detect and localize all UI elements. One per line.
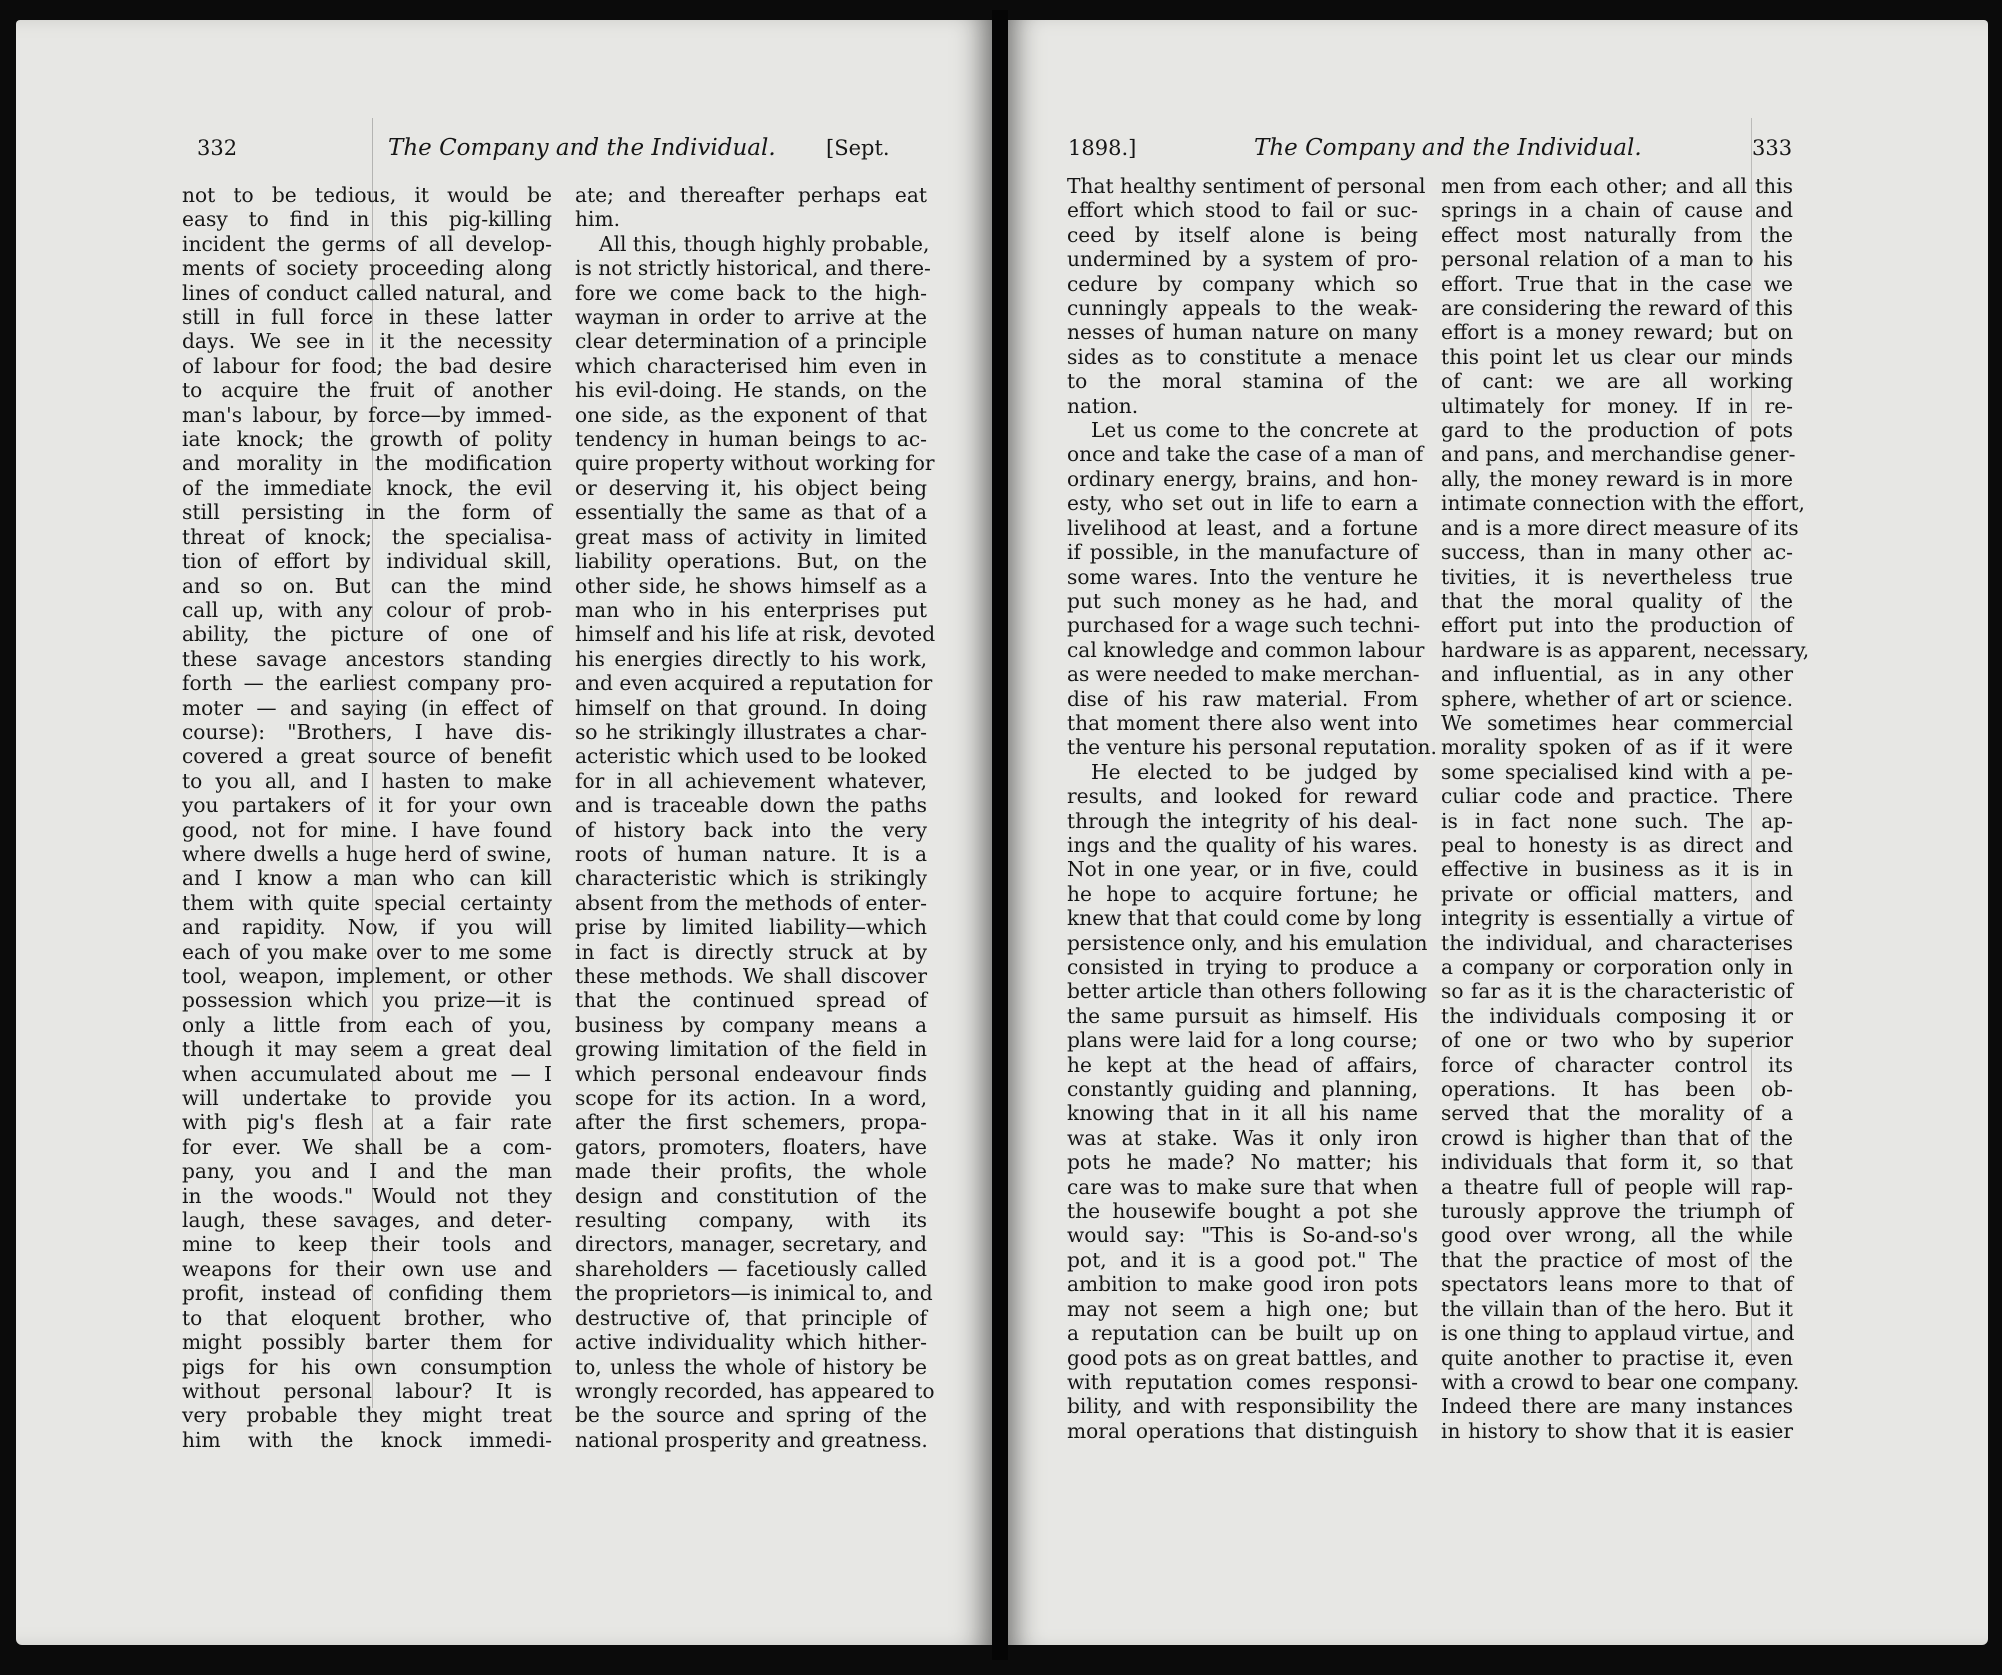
right-page-number: 333 <box>1752 136 1793 160</box>
text-line: covered a great source of benefit <box>182 744 552 769</box>
text-line: sphere, whether of art or science. <box>1441 686 1793 711</box>
text-line: ate; and thereafter perhaps eat <box>575 183 927 207</box>
text-line: is in fact none such. The ap- <box>1441 808 1793 833</box>
left-header-month: [Sept. <box>826 136 890 160</box>
text-line: will undertake to provide you <box>182 1086 552 1111</box>
text-line: in the woods." Would not they <box>182 1183 552 1208</box>
paragraph <box>1067 174 1426 418</box>
text-line: growing limitation of the field in <box>575 1037 927 1062</box>
text-line: All this, though highly probable, <box>599 231 930 256</box>
text-line: his evil-doing. He stands, on the <box>575 378 927 403</box>
text-line: ally, the money reward is in more <box>1441 466 1793 491</box>
text-line: tool, weapon, implement, or other <box>182 964 552 988</box>
text-line: plans were laid for a long course; <box>1067 1028 1418 1053</box>
text-line: might possibly barter them for <box>182 1330 552 1355</box>
text-line: absent from the methods of enter- <box>575 890 927 915</box>
text-line: culiar code and practice. There <box>1441 784 1793 809</box>
text-line: quire property without working for <box>575 451 935 476</box>
text-line: would say: "This is So-and-so's <box>1067 1223 1418 1248</box>
text-line: scope for its action. In a word, <box>575 1086 927 1111</box>
scan-mark <box>372 118 373 1408</box>
text-line: he kept at the head of affairs, <box>1067 1052 1418 1077</box>
text-line: national prosperity and greatness. <box>575 1427 928 1452</box>
right-running-header <box>1000 128 2000 168</box>
text-line: individuals that form it, so that <box>1441 1150 1793 1175</box>
text-line: still in full force in these latter <box>182 305 552 330</box>
text-line: as were needed to make merchan- <box>1067 662 1420 687</box>
text-line: himself and his life at risk, devoted <box>575 622 936 647</box>
text-line: so far as it is the characteristic of <box>1441 979 1793 1004</box>
text-line: some wares. Into the venture he <box>1067 564 1418 589</box>
text-line: care was to make sure that when <box>1067 1174 1418 1199</box>
text-line: is one thing to applaud virtue, and <box>1441 1321 1795 1346</box>
text-line: of the immediate knock, the evil <box>182 475 552 500</box>
text-line: wrongly recorded, has appeared to <box>575 1378 935 1403</box>
text-line: cal knowledge and common labour <box>1067 637 1425 662</box>
text-line: consisted in trying to produce a <box>1067 955 1418 979</box>
text-line: profit, instead of confiding them <box>182 1281 552 1306</box>
text-line: good, not for mine. I have found <box>182 817 552 842</box>
text-line: pigs for his own consumption <box>182 1354 552 1379</box>
text-line: persistence only, and his emulation <box>1067 930 1428 955</box>
text-line: to, unless the whole of history be <box>575 1354 927 1379</box>
left-page-number: 332 <box>197 136 238 160</box>
text-line: knowing that in it all his name <box>1067 1101 1418 1126</box>
text-line: ments of society proceeding along <box>182 256 552 281</box>
text-line: bility, and with responsibility the <box>1067 1394 1418 1419</box>
text-line: gard to the production of pots <box>1441 418 1793 443</box>
text-line: possession which you prize—it is <box>182 988 552 1013</box>
text-line: characteristic which is strikingly <box>575 866 927 891</box>
text-line: him with the knock immedi- <box>182 1427 552 1452</box>
text-line: that the continued spread of <box>575 988 927 1013</box>
text-line: may not seem a high one; but <box>1067 1296 1418 1321</box>
text-line: incident the germs of all develop- <box>182 231 552 256</box>
text-line: gators, promoters, floaters, have <box>575 1134 927 1159</box>
left-running-header <box>0 128 1000 168</box>
text-line: crowd is higher than that of the <box>1441 1125 1793 1150</box>
text-line: with a crowd to bear one company. <box>1441 1369 1800 1394</box>
text-line: turously approve the triumph of <box>1441 1199 1793 1224</box>
text-line: business by company means a <box>575 1012 927 1037</box>
text-line: this point let us clear our minds <box>1441 344 1793 369</box>
text-line: We sometimes hear commercial <box>1441 710 1793 735</box>
text-line: and influential, as in any other <box>1441 662 1793 687</box>
text-line: moral operations that distinguish <box>1067 1418 1418 1443</box>
text-line: where dwells a huge herd of swine, <box>182 841 552 866</box>
text-line: pot, and it is a good pot." The <box>1067 1247 1418 1272</box>
text-line: with reputation comes responsi- <box>1067 1369 1418 1394</box>
text-line: force of character control its <box>1441 1052 1793 1077</box>
text-line: effect most naturally from the <box>1441 222 1793 247</box>
text-line: and even acquired a reputation for <box>575 671 933 696</box>
text-line: so he strikingly illustrates a char- <box>575 719 927 744</box>
text-line: made their profits, the whole <box>575 1159 927 1184</box>
text-line: shareholders — facetiously called <box>575 1256 927 1281</box>
text-line: to that eloquent brother, who <box>182 1305 552 1330</box>
text-line: tion of effort by individual skill, <box>182 549 552 574</box>
text-line: for in all achievement whatever, <box>575 768 927 793</box>
text-line: results, and looked for reward <box>1067 784 1418 809</box>
text-line: liability operations. But, on the <box>575 549 927 574</box>
text-line: roots of human nature. It is a <box>575 841 927 866</box>
text-line: good pots as on great battles, and <box>1067 1345 1418 1370</box>
text-line: and so on. But can the mind <box>182 573 552 598</box>
text-line: of labour for food; the bad desire <box>182 353 552 378</box>
text-line: design and constitution of the <box>575 1183 927 1208</box>
text-line: through the integrity of his deal- <box>1067 808 1418 833</box>
scan-mark <box>1751 118 1752 1408</box>
text-line: mine to keep their tools and <box>182 1232 552 1257</box>
text-line: that moment there also went into <box>1067 710 1418 735</box>
text-line: in fact is directly struck at by <box>575 939 927 964</box>
text-line: ings and the quality of his wares. <box>1067 832 1418 857</box>
text-line: to acquire the fruit of another <box>182 378 552 403</box>
right-column-1 <box>1067 174 1437 1443</box>
text-line: prise by limited liability—which <box>575 915 927 940</box>
text-line: Let us come to the concrete at <box>1091 418 1418 443</box>
text-line: to you all, and I hasten to make <box>182 768 552 793</box>
text-line: spectators leans more to that of <box>1441 1272 1793 1297</box>
text-line: effort. True that in the case we <box>1441 271 1793 296</box>
text-line: he hope to acquire fortune; he <box>1067 881 1418 906</box>
text-line: is not strictly historical, and there- <box>575 256 931 281</box>
text-line: integrity is essentially a virtue of <box>1441 906 1793 931</box>
text-line: man's labour, by force—by immed- <box>182 402 552 427</box>
text-line: effective in business as it is in <box>1441 857 1793 882</box>
text-line: that the practice of most of the <box>1441 1247 1793 1272</box>
text-line: He elected to be judged by <box>1091 759 1418 784</box>
paragraph <box>1441 174 1810 1443</box>
text-line: these savage ancestors standing <box>182 646 552 671</box>
text-line: the housewife bought a pot she <box>1067 1199 1418 1224</box>
book-gutter <box>992 10 1008 1660</box>
paragraph <box>575 183 927 232</box>
text-line: you partakers of it for your own <box>182 793 552 818</box>
text-line: morality spoken of as if it were <box>1441 735 1793 760</box>
text-line: nesses of human nature on many <box>1067 320 1418 345</box>
text-line: ability, the picture of one of <box>182 622 552 647</box>
text-line: easy to find in this pig-killing <box>182 207 552 232</box>
text-line: not to be tedious, it would be <box>182 183 552 207</box>
text-line: pots he made? No matter; his <box>1067 1150 1418 1175</box>
text-line: still persisting in the form of <box>182 500 552 525</box>
text-line: them with quite special certainty <box>182 890 552 915</box>
text-line: tendency in human beings to ac- <box>575 427 927 452</box>
text-line: his energies directly to his work, <box>575 646 927 671</box>
text-line: each of you make over to me some <box>182 939 552 964</box>
text-line: directors, manager, secretary, and <box>575 1232 927 1257</box>
right-header-year: 1898.] <box>1068 136 1137 160</box>
text-line: put such money as he had, and <box>1067 588 1418 613</box>
text-line: call up, with any colour of prob- <box>182 597 552 622</box>
left-column-1 <box>182 183 552 1452</box>
left-running-title: The Company and the Individual. <box>388 135 776 161</box>
text-line: the villain than of the hero. But it <box>1441 1296 1793 1321</box>
text-line: after the first schemers, propa- <box>575 1110 927 1135</box>
text-line: cedure by company which so <box>1067 271 1418 296</box>
text-line: one side, as the exponent of that <box>575 402 927 427</box>
text-line: threat of knock; the specialisa- <box>182 524 552 549</box>
text-line: only a little from each of you, <box>182 1012 552 1037</box>
text-line: effort which stood to fail or suc- <box>1067 198 1418 223</box>
text-line: quite another to practise it, even <box>1441 1345 1793 1370</box>
text-line: the individual, and characterises <box>1441 930 1793 955</box>
text-line: peal to honesty is as direct and <box>1441 832 1793 857</box>
text-line: iate knock; the growth of polity <box>182 427 552 452</box>
text-line: which personal endeavour finds <box>575 1061 927 1086</box>
text-line: purchased for a wage such techni- <box>1067 613 1421 638</box>
text-line: once and take the case of a man of <box>1067 442 1424 467</box>
text-line: acteristic which used to be looked <box>575 744 927 769</box>
text-line: if possible, in the manufacture of <box>1067 540 1418 565</box>
text-line: personal relation of a man to his <box>1441 247 1793 272</box>
text-line: other side, he shows himself as a <box>575 573 927 598</box>
text-line: laugh, these savages, and deter- <box>182 1208 552 1233</box>
paragraph <box>1067 418 1437 760</box>
text-line: dise of his raw material. From <box>1067 686 1418 711</box>
text-line: a theatre full of people will rap- <box>1441 1174 1793 1199</box>
text-line: better article than others following <box>1067 979 1428 1004</box>
text-line: esty, who set out in life to earn a <box>1067 491 1418 516</box>
text-line: constantly guiding and planning, <box>1067 1077 1418 1102</box>
right-running-title: The Company and the Individual. <box>1254 135 1642 161</box>
text-line: pany, you and I and the man <box>182 1159 552 1184</box>
text-line: some specialised kind with a pe- <box>1441 759 1793 784</box>
text-line: private or official matters, and <box>1441 881 1793 906</box>
text-line: operations. It has been ob- <box>1441 1077 1793 1102</box>
text-line: himself on that ground. In doing <box>575 695 927 720</box>
text-line: though it may seem a great deal <box>182 1037 552 1062</box>
paragraph <box>575 231 936 1452</box>
text-line: good over wrong, all the while <box>1441 1223 1793 1248</box>
text-line: nation. <box>1067 393 1139 418</box>
text-line: be the source and spring of the <box>575 1403 927 1428</box>
text-line: fore we come back to the high- <box>575 280 927 305</box>
text-line: sides as to constitute a menace <box>1067 344 1418 369</box>
text-line: which characterised him even in <box>575 353 927 378</box>
text-line: undermined by a system of pro- <box>1067 247 1418 272</box>
paragraph <box>182 183 552 1452</box>
text-line: tivities, it is nevertheless true <box>1441 564 1793 589</box>
text-line: a reputation can be built up on <box>1067 1321 1418 1346</box>
text-line: destructive of, that principle of <box>575 1305 927 1330</box>
text-line: him. <box>575 207 621 232</box>
text-line: and is traceable down the paths <box>575 793 927 818</box>
text-line: of one or two who by superior <box>1441 1028 1793 1053</box>
text-line: are considering the reward of this <box>1441 296 1793 321</box>
text-line: of cant: we are all working <box>1441 369 1793 394</box>
text-line: hardware is as apparent, necessary, <box>1441 637 1810 662</box>
text-line: and morality in the modification <box>182 451 552 476</box>
text-line: very probable they might treat <box>182 1403 552 1428</box>
text-line: the proprietors—is inimical to, and <box>575 1281 933 1306</box>
text-line: That healthy sentiment of personal <box>1067 174 1426 198</box>
text-line: days. We see in it the necessity <box>182 329 552 354</box>
text-line: for ever. We shall be a com- <box>182 1134 552 1159</box>
text-line: the venture his personal reputation. <box>1067 735 1437 760</box>
text-line: clear determination of a principle <box>575 329 927 354</box>
text-line: effort is a money reward; but on <box>1441 320 1793 345</box>
text-line: to the moral stamina of the <box>1067 369 1418 394</box>
text-line: Not in one year, or in five, could <box>1067 857 1418 882</box>
text-line: served that the morality of a <box>1441 1101 1793 1126</box>
text-line: and pans, and merchandise gener- <box>1441 442 1796 467</box>
text-line: knew that that could come by long <box>1067 906 1422 931</box>
text-line: or deserving it, his object being <box>575 475 927 500</box>
text-line: moter — and saying (in effect of <box>182 695 552 720</box>
text-line: and I know a man who can kill <box>182 866 552 891</box>
text-line: ambition to make good iron pots <box>1067 1272 1418 1297</box>
text-line: and is a more direct measure of its <box>1441 515 1799 540</box>
text-line: success, than in many other ac- <box>1441 540 1793 565</box>
text-line: was at stake. Was it only iron <box>1067 1125 1418 1150</box>
text-line: course): "Brothers, I have dis- <box>182 719 552 744</box>
text-line: wayman in order to arrive at the <box>575 305 927 330</box>
left-column-2 <box>575 183 936 1452</box>
text-line: ordinary energy, brains, and hon- <box>1067 466 1418 491</box>
text-line: with pig's flesh at a fair rate <box>182 1110 552 1135</box>
text-line: weapons for their own use and <box>182 1256 552 1281</box>
text-line: a company or corporation only in <box>1441 955 1793 979</box>
text-line: the individuals composing it or <box>1441 1003 1793 1028</box>
text-line: that the moral quality of the <box>1441 588 1793 613</box>
text-line: great mass of activity in limited <box>575 524 927 549</box>
text-line: ceed by itself alone is being <box>1067 222 1418 247</box>
text-line: men from each other; and all this <box>1441 174 1793 198</box>
text-line: man who in his enterprises put <box>575 597 927 622</box>
text-line: effort put into the production of <box>1441 613 1793 638</box>
text-line: resulting company, with its <box>575 1208 927 1233</box>
text-line: in history to show that it is easier <box>1441 1418 1793 1443</box>
text-line: forth — the earliest company pro- <box>182 671 552 696</box>
text-line: Indeed there are many instances <box>1441 1394 1793 1419</box>
text-line: and rapidity. Now, if you will <box>182 915 552 940</box>
text-line: of history back into the very <box>575 817 927 842</box>
text-line: springs in a chain of cause and <box>1441 198 1793 223</box>
text-line: lines of conduct called natural, and <box>182 280 552 305</box>
text-line: when accumulated about me — I <box>182 1061 552 1086</box>
right-column-2 <box>1441 174 1810 1443</box>
text-line: active individuality which hither- <box>575 1330 927 1355</box>
text-line: these methods. We shall discover <box>575 964 927 988</box>
text-line: intimate connection with the effort, <box>1441 491 1805 516</box>
text-line: the same pursuit as himself. His <box>1067 1003 1418 1028</box>
text-line: essentially the same as that of a <box>575 500 927 525</box>
text-line: livelihood at least, and a fortune <box>1067 515 1418 540</box>
paragraph <box>1067 759 1428 1443</box>
text-line: cunningly appeals to the weak- <box>1067 296 1418 321</box>
text-line: ultimately for money. If in re- <box>1441 393 1793 418</box>
text-line: without personal labour? It is <box>182 1378 552 1403</box>
